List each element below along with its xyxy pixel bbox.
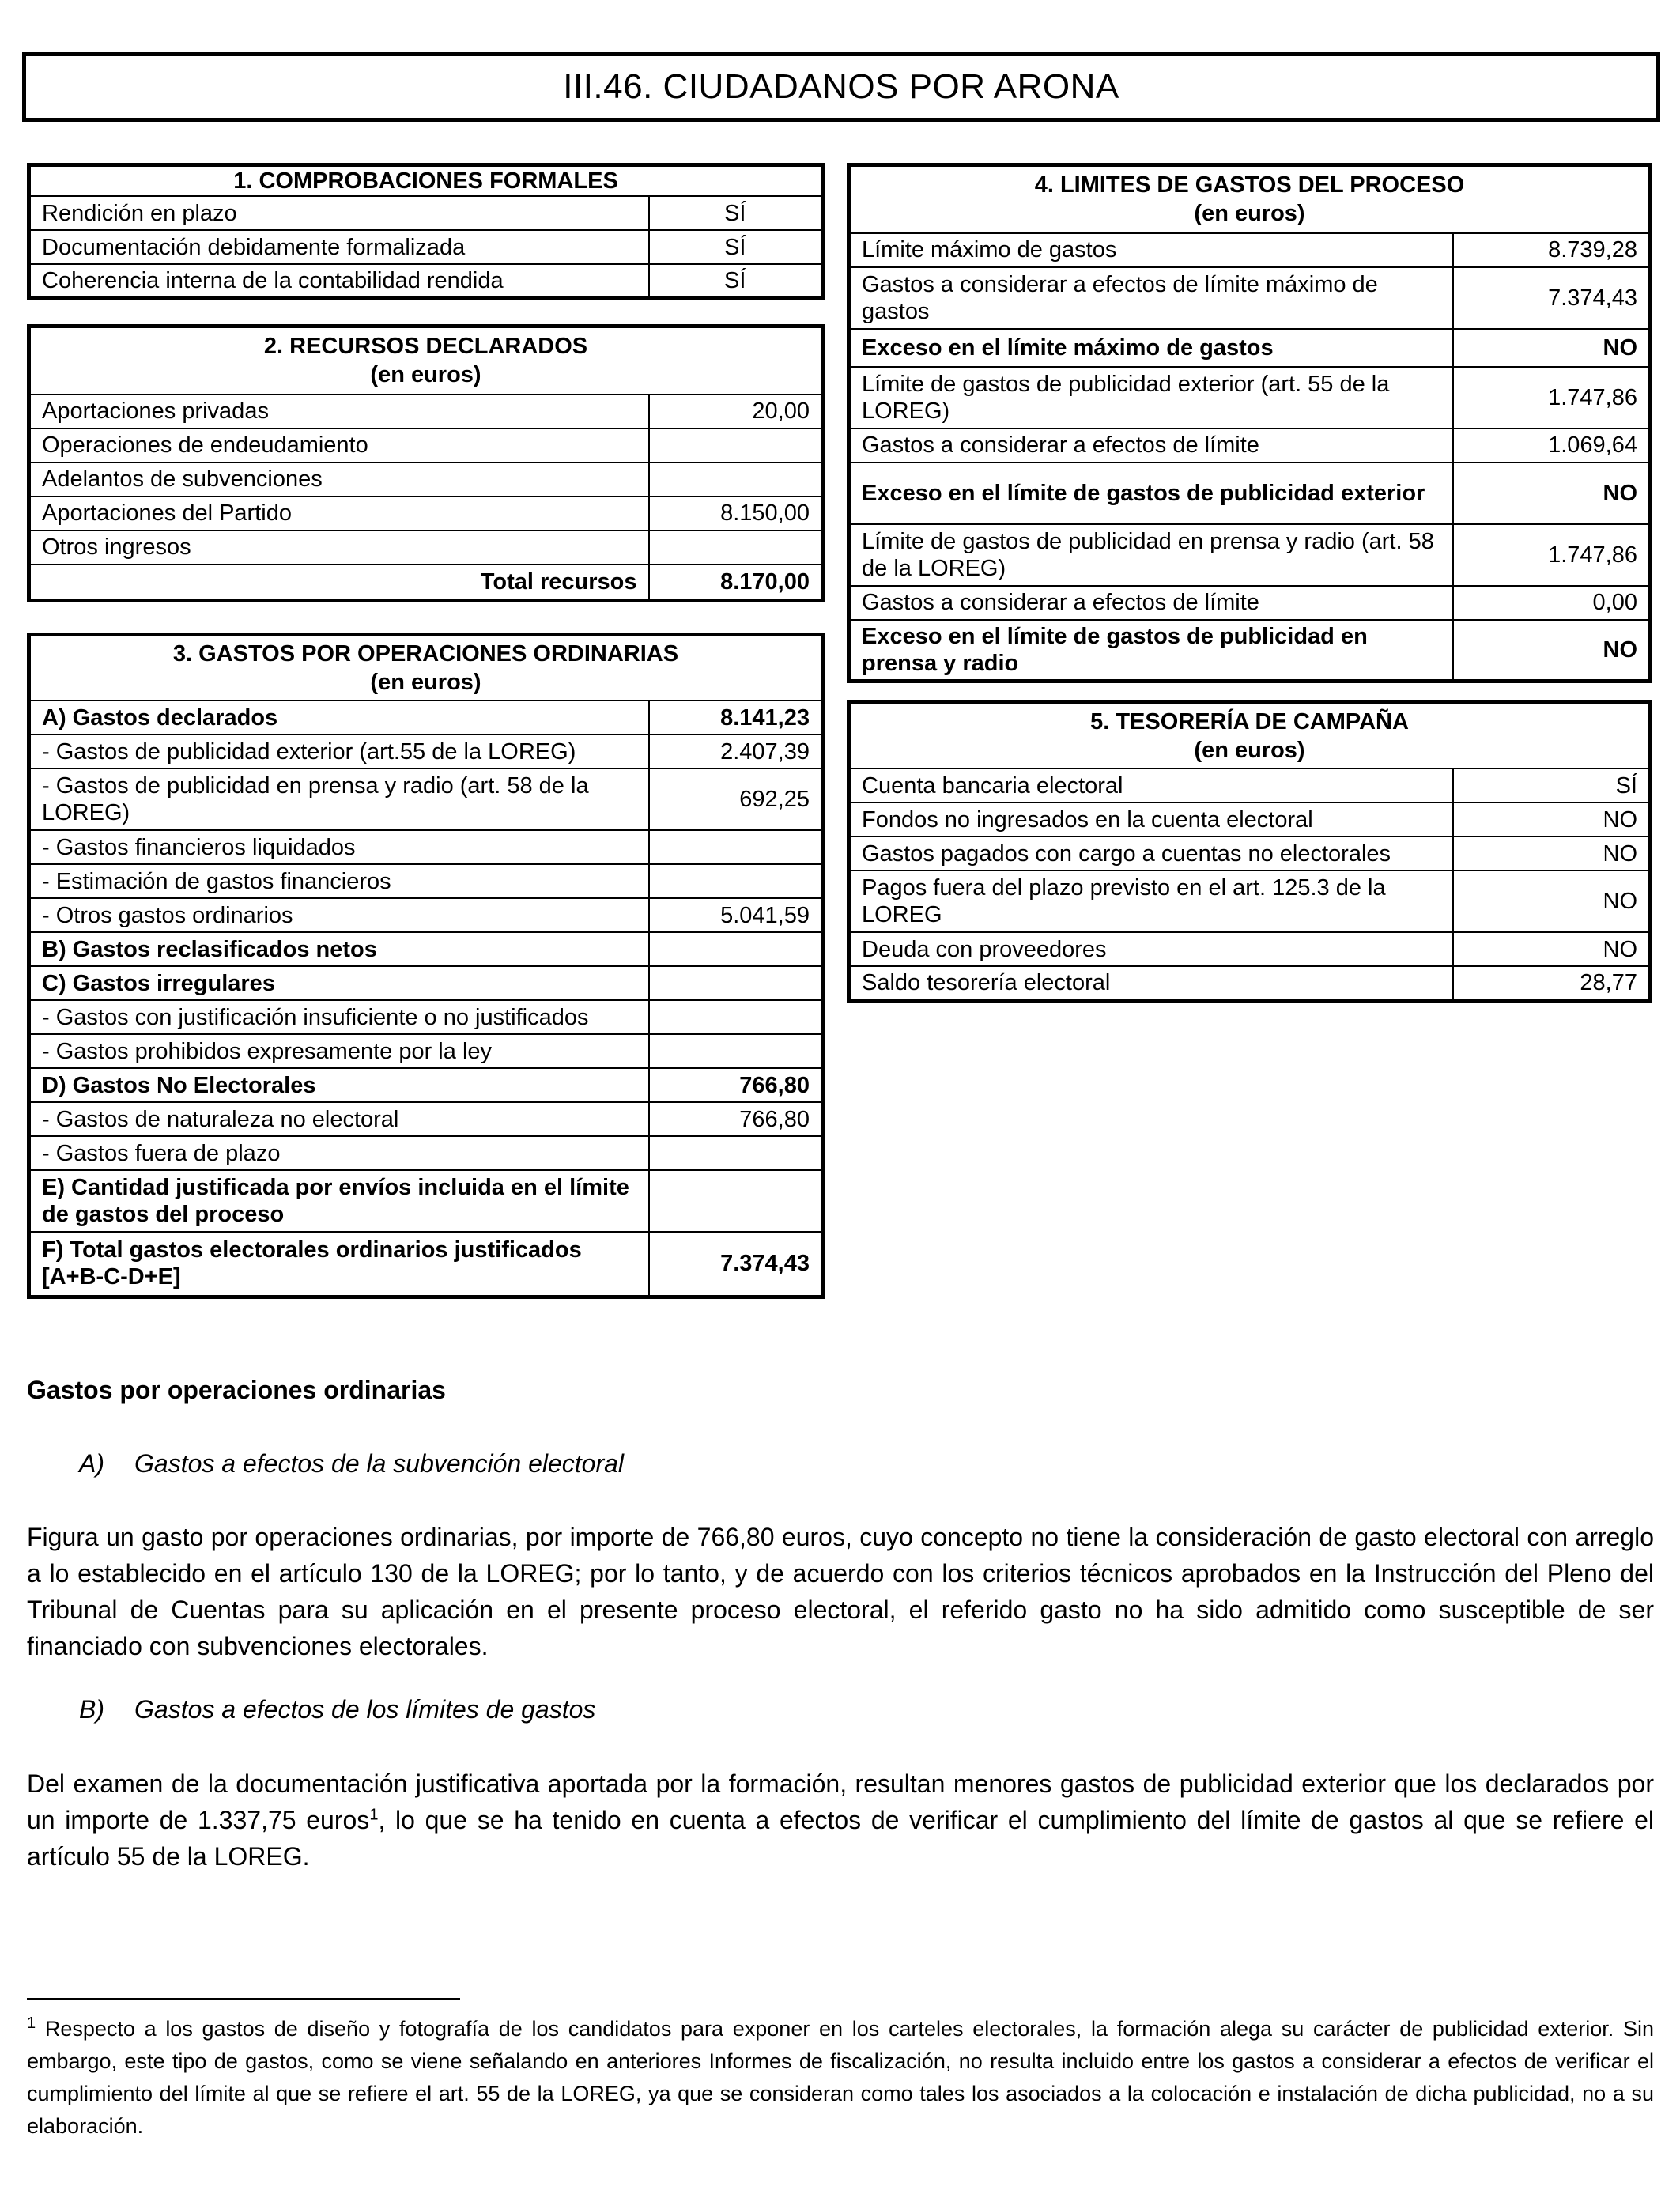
row-value: 20,00 [649, 395, 823, 429]
row-label: Otros ingresos [29, 531, 649, 565]
table-header [29, 327, 823, 395]
row-label: - Gastos de publicidad en prensa y radio (art. 58 de la LOREG) [29, 768, 649, 830]
row-value: 766,80 [649, 1068, 823, 1102]
table-subtitle: (en euros) [370, 362, 481, 388]
row-label: Cuenta bancaria electoral [849, 768, 1453, 802]
footnote [27, 2013, 1654, 2143]
row-label: Exceso en el límite de gastos de publicidad exterior [849, 463, 1453, 524]
subsection-title: Gastos a efectos de la subvención electoral [134, 1449, 625, 1478]
table-title: 4. LIMITES DE GASTOS DEL PROCESO [1034, 172, 1465, 198]
row-label: - Gastos financieros liquidados [29, 830, 649, 864]
row-label: - Otros gastos ordinarios [29, 898, 649, 932]
row-value: 8.141,23 [649, 700, 823, 734]
row-label: Gastos a considerar a efectos de límite [849, 586, 1453, 620]
table-subtitle: (en euros) [1194, 201, 1305, 227]
row-label: Límite de gastos de publicidad en prensa y radio (art. 58 de la LOREG) [849, 524, 1453, 586]
row-value: 766,80 [649, 1102, 823, 1136]
paragraph-2 [27, 1765, 1654, 1875]
row-value [649, 463, 823, 497]
subsection-b [79, 1695, 595, 1724]
row-value: 7.374,43 [1453, 267, 1651, 329]
subsection-title: Gastos a efectos de los límites de gastos [134, 1695, 596, 1724]
total-label: Total recursos [29, 565, 649, 601]
footnote-mark: 1 [27, 2015, 36, 2032]
row-value: 2.407,39 [649, 734, 823, 768]
subsection-letter: A) [79, 1449, 104, 1478]
row-value: SÍ [649, 230, 823, 264]
row-value: NO [1453, 932, 1651, 966]
table-header [29, 635, 823, 701]
row-value: 0,00 [1453, 586, 1651, 620]
footnote-divider [27, 1998, 460, 2000]
row-label: - Estimación de gastos financieros [29, 864, 649, 898]
row-label: - Gastos de publicidad exterior (art.55 de la LOREG) [29, 734, 649, 768]
table-subtitle: (en euros) [1194, 738, 1305, 763]
row-label: Adelantos de subvenciones [29, 463, 649, 497]
table-header: 1. COMPROBACIONES FORMALES [29, 165, 823, 197]
row-value: 28,77 [1453, 966, 1651, 1000]
row-label: Pagos fuera del plazo previsto en el art. 125.3 de la LOREG [849, 870, 1453, 932]
campaign-treasury-table [847, 700, 1652, 1003]
paragraph-1: Figura un gasto por operaciones ordinarias, por importe de 766,80 euros, cuyo concepto no tiene la consideración de gasto electoral con arreglo a lo establecido en el artículo 130 de la LOREG; por lo tanto, y de acuerdo con los criterios técnicos aprobados en la Instrucción del Pleno del Tribunal de Cuentas para su aplicación en el presente proceso electoral, el referido gasto no ha sido admitido como susceptible de ser financiado con subvenciones electorales. [27, 1523, 1654, 1660]
row-value [649, 429, 823, 463]
row-label: Aportaciones del Partido [29, 497, 649, 531]
row-label: Exceso en el límite máximo de gastos [849, 329, 1453, 367]
paragraph-text: Del examen de la documentación justificativa aportada por la formación, resultan menores gastos de publicidad exterior que los declarados por un importe de 1.337,75 euros [27, 1769, 1654, 1834]
row-label: D) Gastos No Electorales [29, 1068, 649, 1102]
row-value [649, 1000, 823, 1034]
row-value [649, 1034, 823, 1068]
row-value [649, 1136, 823, 1170]
paragraph-text: , lo que se ha tenido en cuenta a efectos de verificar el cumplimiento del límite de gastos al que se refiere el artículo 55 de la LOREG. [27, 1806, 1655, 1871]
footnote-text: Respecto a los gastos de diseño y fotografía de los candidatos para exponer en los carteles electorales, la formación alega su carácter de publicidad exterior. Sin embargo, este tipo de gastos, como se viene señalando en anteriores Informes de fiscalización, no resulta incluido entre los gastos a considerar a efectos de verificar el cumplimiento del límite al que se refiere el art. 55 de la LOREG, ya que se consideran como tales los asociados a la colocación e instalación de dicha publicidad, no a su elaboración. [27, 2017, 1654, 2138]
row-value: 7.374,43 [649, 1232, 823, 1297]
table-header [849, 165, 1651, 233]
formal-checks-table [27, 163, 825, 300]
row-value: 5.041,59 [649, 898, 823, 932]
row-value: SÍ [649, 196, 823, 230]
row-value: 692,25 [649, 768, 823, 830]
row-value [649, 830, 823, 864]
row-value: NO [1453, 802, 1651, 836]
row-label: F) Total gastos electorales ordinarios justificados [A+B-C-D+E] [29, 1232, 649, 1297]
table-header [849, 703, 1651, 769]
row-label: C) Gastos irregulares [29, 966, 649, 1000]
row-label: - Gastos fuera de plazo [29, 1136, 649, 1170]
row-value: 1.747,86 [1453, 367, 1651, 429]
row-label: Límite de gastos de publicidad exterior (art. 55 de la LOREG) [849, 367, 1453, 429]
row-label: Límite máximo de gastos [849, 233, 1453, 267]
section-title: Gastos por operaciones ordinarias [27, 1376, 446, 1404]
row-value: NO [1453, 620, 1651, 682]
total-value: 8.170,00 [649, 565, 823, 601]
table-title: 5. TESORERÍA DE CAMPAÑA [1090, 709, 1409, 734]
expense-limits-table [847, 163, 1652, 683]
row-label: - Gastos de naturaleza no electoral [29, 1102, 649, 1136]
table-title: 3. GASTOS POR OPERACIONES ORDINARIAS [172, 641, 679, 667]
subsection-letter: B) [79, 1695, 104, 1724]
row-value: 8.739,28 [1453, 233, 1651, 267]
row-value [649, 966, 823, 1000]
row-value [649, 864, 823, 898]
row-label: Fondos no ingresados en la cuenta electoral [849, 802, 1453, 836]
row-value [649, 1170, 823, 1232]
row-label: - Gastos con justificación insuficiente o no justificados [29, 1000, 649, 1034]
row-label: Aportaciones privadas [29, 395, 649, 429]
table-subtitle: (en euros) [370, 670, 481, 695]
footnote-reference[interactable]: 1 [369, 1806, 379, 1824]
row-label: Saldo tesorería electoral [849, 966, 1453, 1000]
row-label: Gastos a considerar a efectos de límite máximo de gastos [849, 267, 1453, 329]
row-value: SÍ [649, 264, 823, 298]
row-value: 1.069,64 [1453, 429, 1651, 463]
row-value: NO [1453, 463, 1651, 524]
row-value: 1.747,86 [1453, 524, 1651, 586]
declared-resources-table [27, 324, 825, 602]
row-label: Gastos pagados con cargo a cuentas no electorales [849, 836, 1453, 870]
row-label: Rendición en plazo [29, 196, 649, 230]
row-label: Exceso en el límite de gastos de publicidad en prensa y radio [849, 620, 1453, 682]
row-label: Documentación debidamente formalizada [29, 230, 649, 264]
row-value [649, 932, 823, 966]
row-label: Gastos a considerar a efectos de límite [849, 429, 1453, 463]
ordinary-expenses-table [27, 633, 825, 1299]
table-title: 2. RECURSOS DECLARADOS [263, 334, 588, 360]
row-label: E) Cantidad justificada por envíos incluida en el límite de gastos del proceso [29, 1170, 649, 1232]
row-value: NO [1453, 329, 1651, 367]
row-value: NO [1453, 836, 1651, 870]
row-label: Coherencia interna de la contabilidad rendida [29, 264, 649, 298]
row-label: - Gastos prohibidos expresamente por la ley [29, 1034, 649, 1068]
row-label: B) Gastos reclasificados netos [29, 932, 649, 966]
page-title: III.46. CIUDADANOS POR ARONA [22, 52, 1660, 122]
row-value [649, 531, 823, 565]
row-label: Operaciones de endeudamiento [29, 429, 649, 463]
row-value: 8.150,00 [649, 497, 823, 531]
row-label: A) Gastos declarados [29, 700, 649, 734]
row-value: NO [1453, 870, 1651, 932]
row-value: SÍ [1453, 768, 1651, 802]
subsection-a [79, 1449, 624, 1478]
row-label: Deuda con proveedores [849, 932, 1453, 966]
